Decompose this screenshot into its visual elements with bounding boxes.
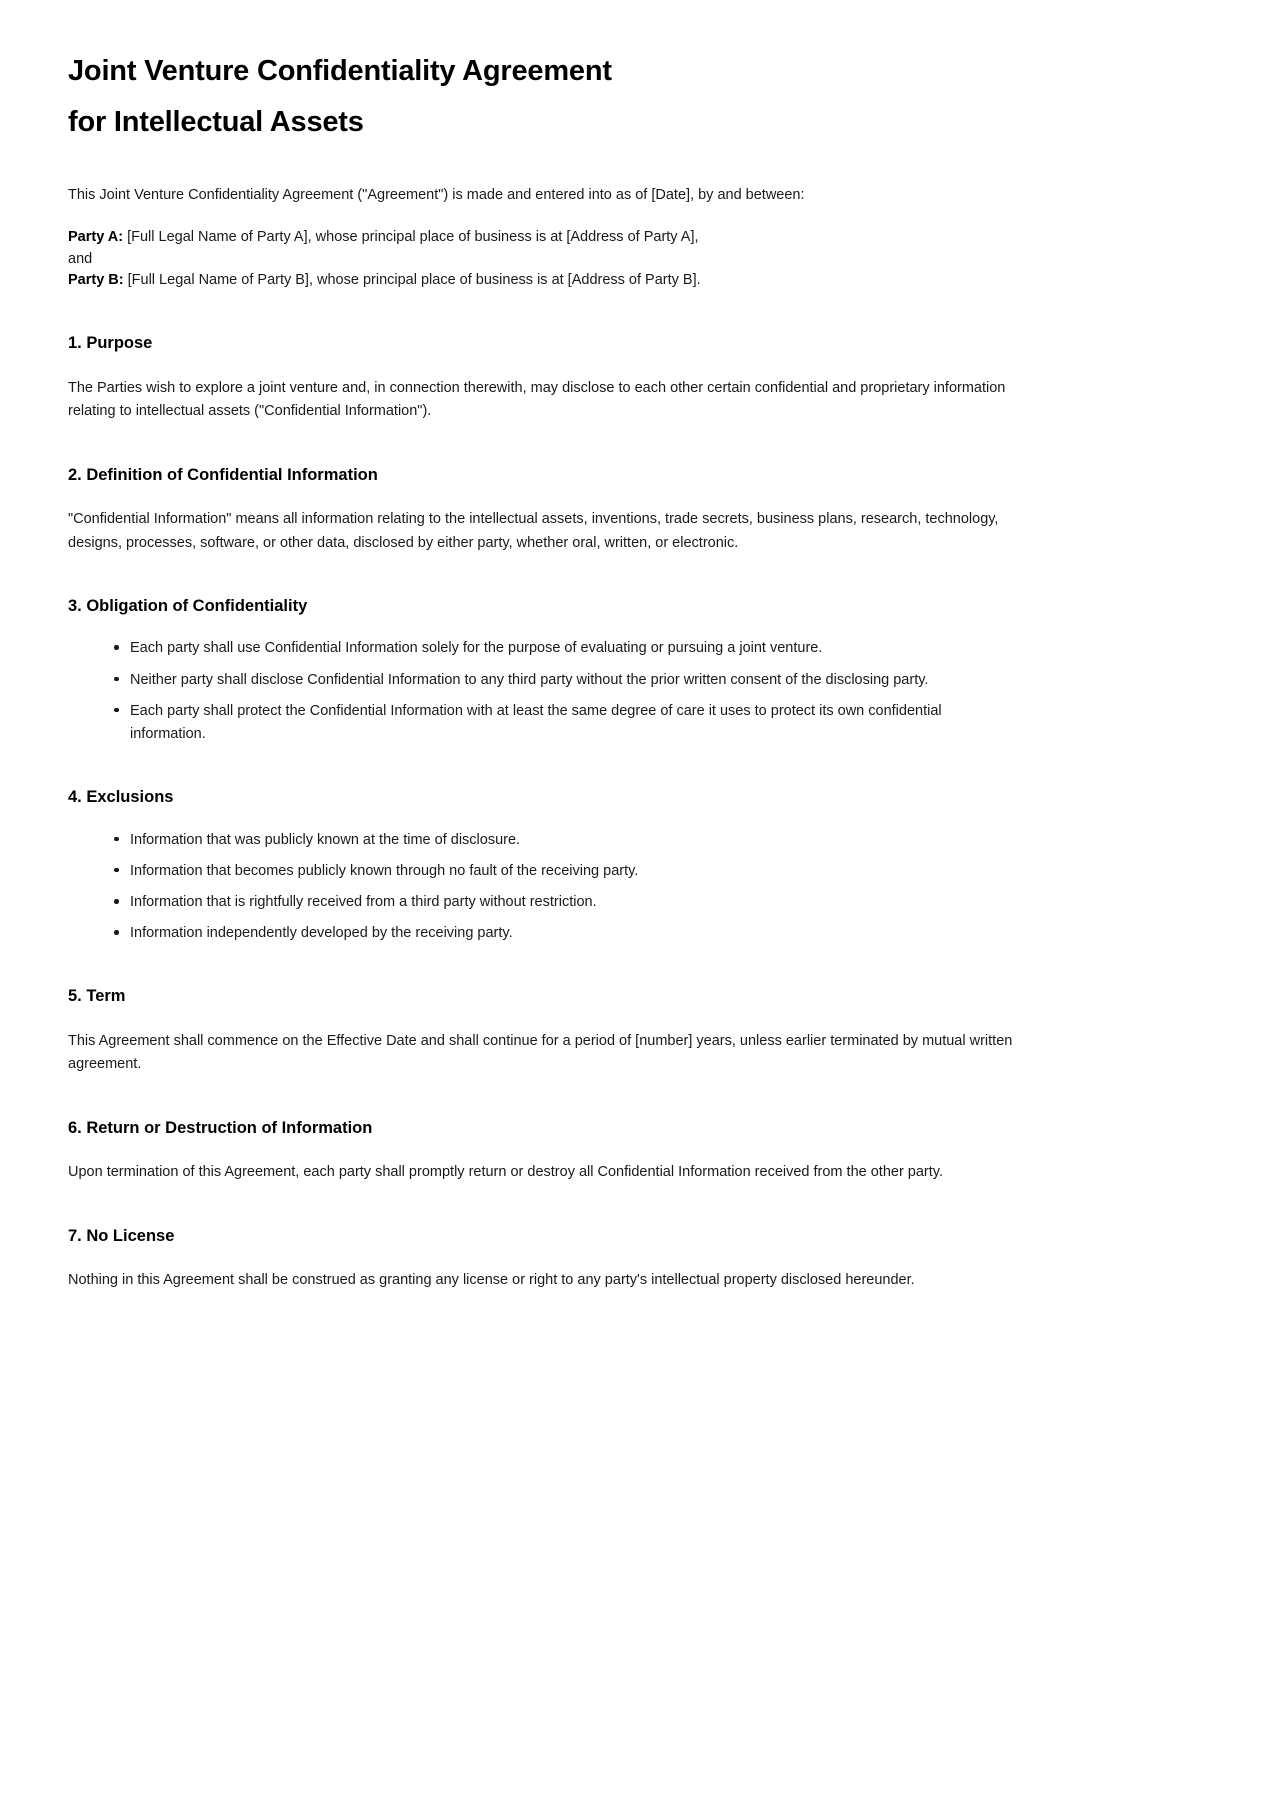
parties-conjunction: and: [68, 250, 93, 267]
list-item-text: Information that is rightfully received from a third party without restriction.: [130, 894, 597, 911]
section-body: The Parties wish to explore a joint venture and, in connection therewith, may disclose to each other certain confidential and proprietary information relating to intellectual assets ("Confidential Information").: [68, 379, 1006, 420]
section-heading: 1. Purpose: [68, 334, 153, 353]
party-a-row: [68, 227, 1018, 249]
list-item: [130, 860, 1018, 891]
page-title-line-1: Joint Venture Confidentiality Agreement: [68, 55, 612, 87]
list-item: [130, 700, 1018, 746]
section-exclusions: [68, 746, 1018, 945]
party-a-text: [Full Legal Name of Party A], whose principal place of business is at [Address of Party A],: [123, 228, 699, 245]
list-item-text: Each party shall protect the Confidential Information with at least the same degree of care it uses to protect its own confidential information.: [130, 702, 942, 743]
section-no-license: [68, 1185, 1018, 1289]
list-item-text: Information that becomes publicly known through no fault of the receiving party.: [130, 862, 639, 879]
bullet-icon: [114, 700, 119, 705]
party-a-label: Party A:: [68, 228, 124, 245]
section-heading: 2. Definition of Confidential Information: [68, 465, 378, 484]
party-b-row: [68, 270, 1018, 292]
section-heading: 3. Obligation of Confidentiality: [68, 597, 308, 616]
section-term: [68, 945, 1018, 1076]
section-bullet-list: [68, 809, 1018, 946]
section-return-or-destruction: [68, 1077, 1018, 1185]
section-obligation: [68, 555, 1018, 746]
party-b-text: [Full Legal Name of Party B], whose principal place of business is at [Address of Party B].: [123, 272, 701, 289]
bullet-icon: [114, 829, 119, 834]
section-heading: 5. Term: [68, 987, 126, 1006]
document-body: [68, 0, 1018, 1289]
section-body: Nothing in this Agreement shall be construed as granting any license or right to any party's intellectual property disclosed hereunder.: [68, 1272, 915, 1289]
bullet-icon: [114, 891, 119, 896]
section-body: This Agreement shall commence on the Effective Date and shall continue for a period of [number] years, unless earlier terminated by mutual written agreement.: [68, 1032, 1013, 1073]
section-heading: 6. Return or Destruction of Information: [68, 1118, 373, 1137]
bullet-icon: [114, 860, 119, 865]
section-body: "Confidential Information" means all information relating to the intellectual assets, inventions, trade secrets, business plans, research, technology, designs, processes, software, or other data, disclosed by either party, whether oral, written, or electronic.: [68, 511, 999, 551]
list-item: [130, 637, 1018, 668]
list-item: [130, 829, 1018, 860]
list-item-text: Information independently developed by the receiving party.: [130, 925, 513, 942]
section-body: Upon termination of this Agreement, each party shall promptly return or destroy all Confidential Information received from the other party.: [68, 1164, 943, 1181]
list-item-text: Information that was publicly known at the time of disclosure.: [130, 831, 521, 848]
section-heading: 7. No License: [68, 1226, 175, 1245]
party-b-label: Party B:: [68, 272, 124, 289]
list-item: [130, 922, 1018, 945]
bullet-icon: [114, 637, 119, 642]
parties-block: [68, 206, 1018, 292]
list-item: [130, 891, 1018, 922]
bullet-icon: [114, 922, 119, 927]
intro-paragraph: This Joint Venture Confidentiality Agreement ("Agreement") is made and entered into as of [Date], by and between:: [68, 186, 805, 203]
section-definition: [68, 424, 1018, 555]
clipped-text-region: [68, 1247, 1018, 1289]
section-heading: 4. Exclusions: [68, 788, 174, 807]
bullet-icon: [114, 669, 119, 674]
section-purpose: [68, 292, 1018, 423]
list-item: [130, 669, 1018, 700]
page-title-line-2: for Intellectual Assets: [68, 105, 364, 138]
list-item-text: Each party shall use Confidential Information solely for the purpose of evaluating or pursuing a joint venture.: [130, 640, 823, 657]
page-title: [68, 0, 1018, 148]
list-item-text: Neither party shall disclose Confidential Information to any third party without the prior written consent of the disclosing party.: [130, 671, 929, 688]
section-bullet-list: [68, 617, 1018, 746]
